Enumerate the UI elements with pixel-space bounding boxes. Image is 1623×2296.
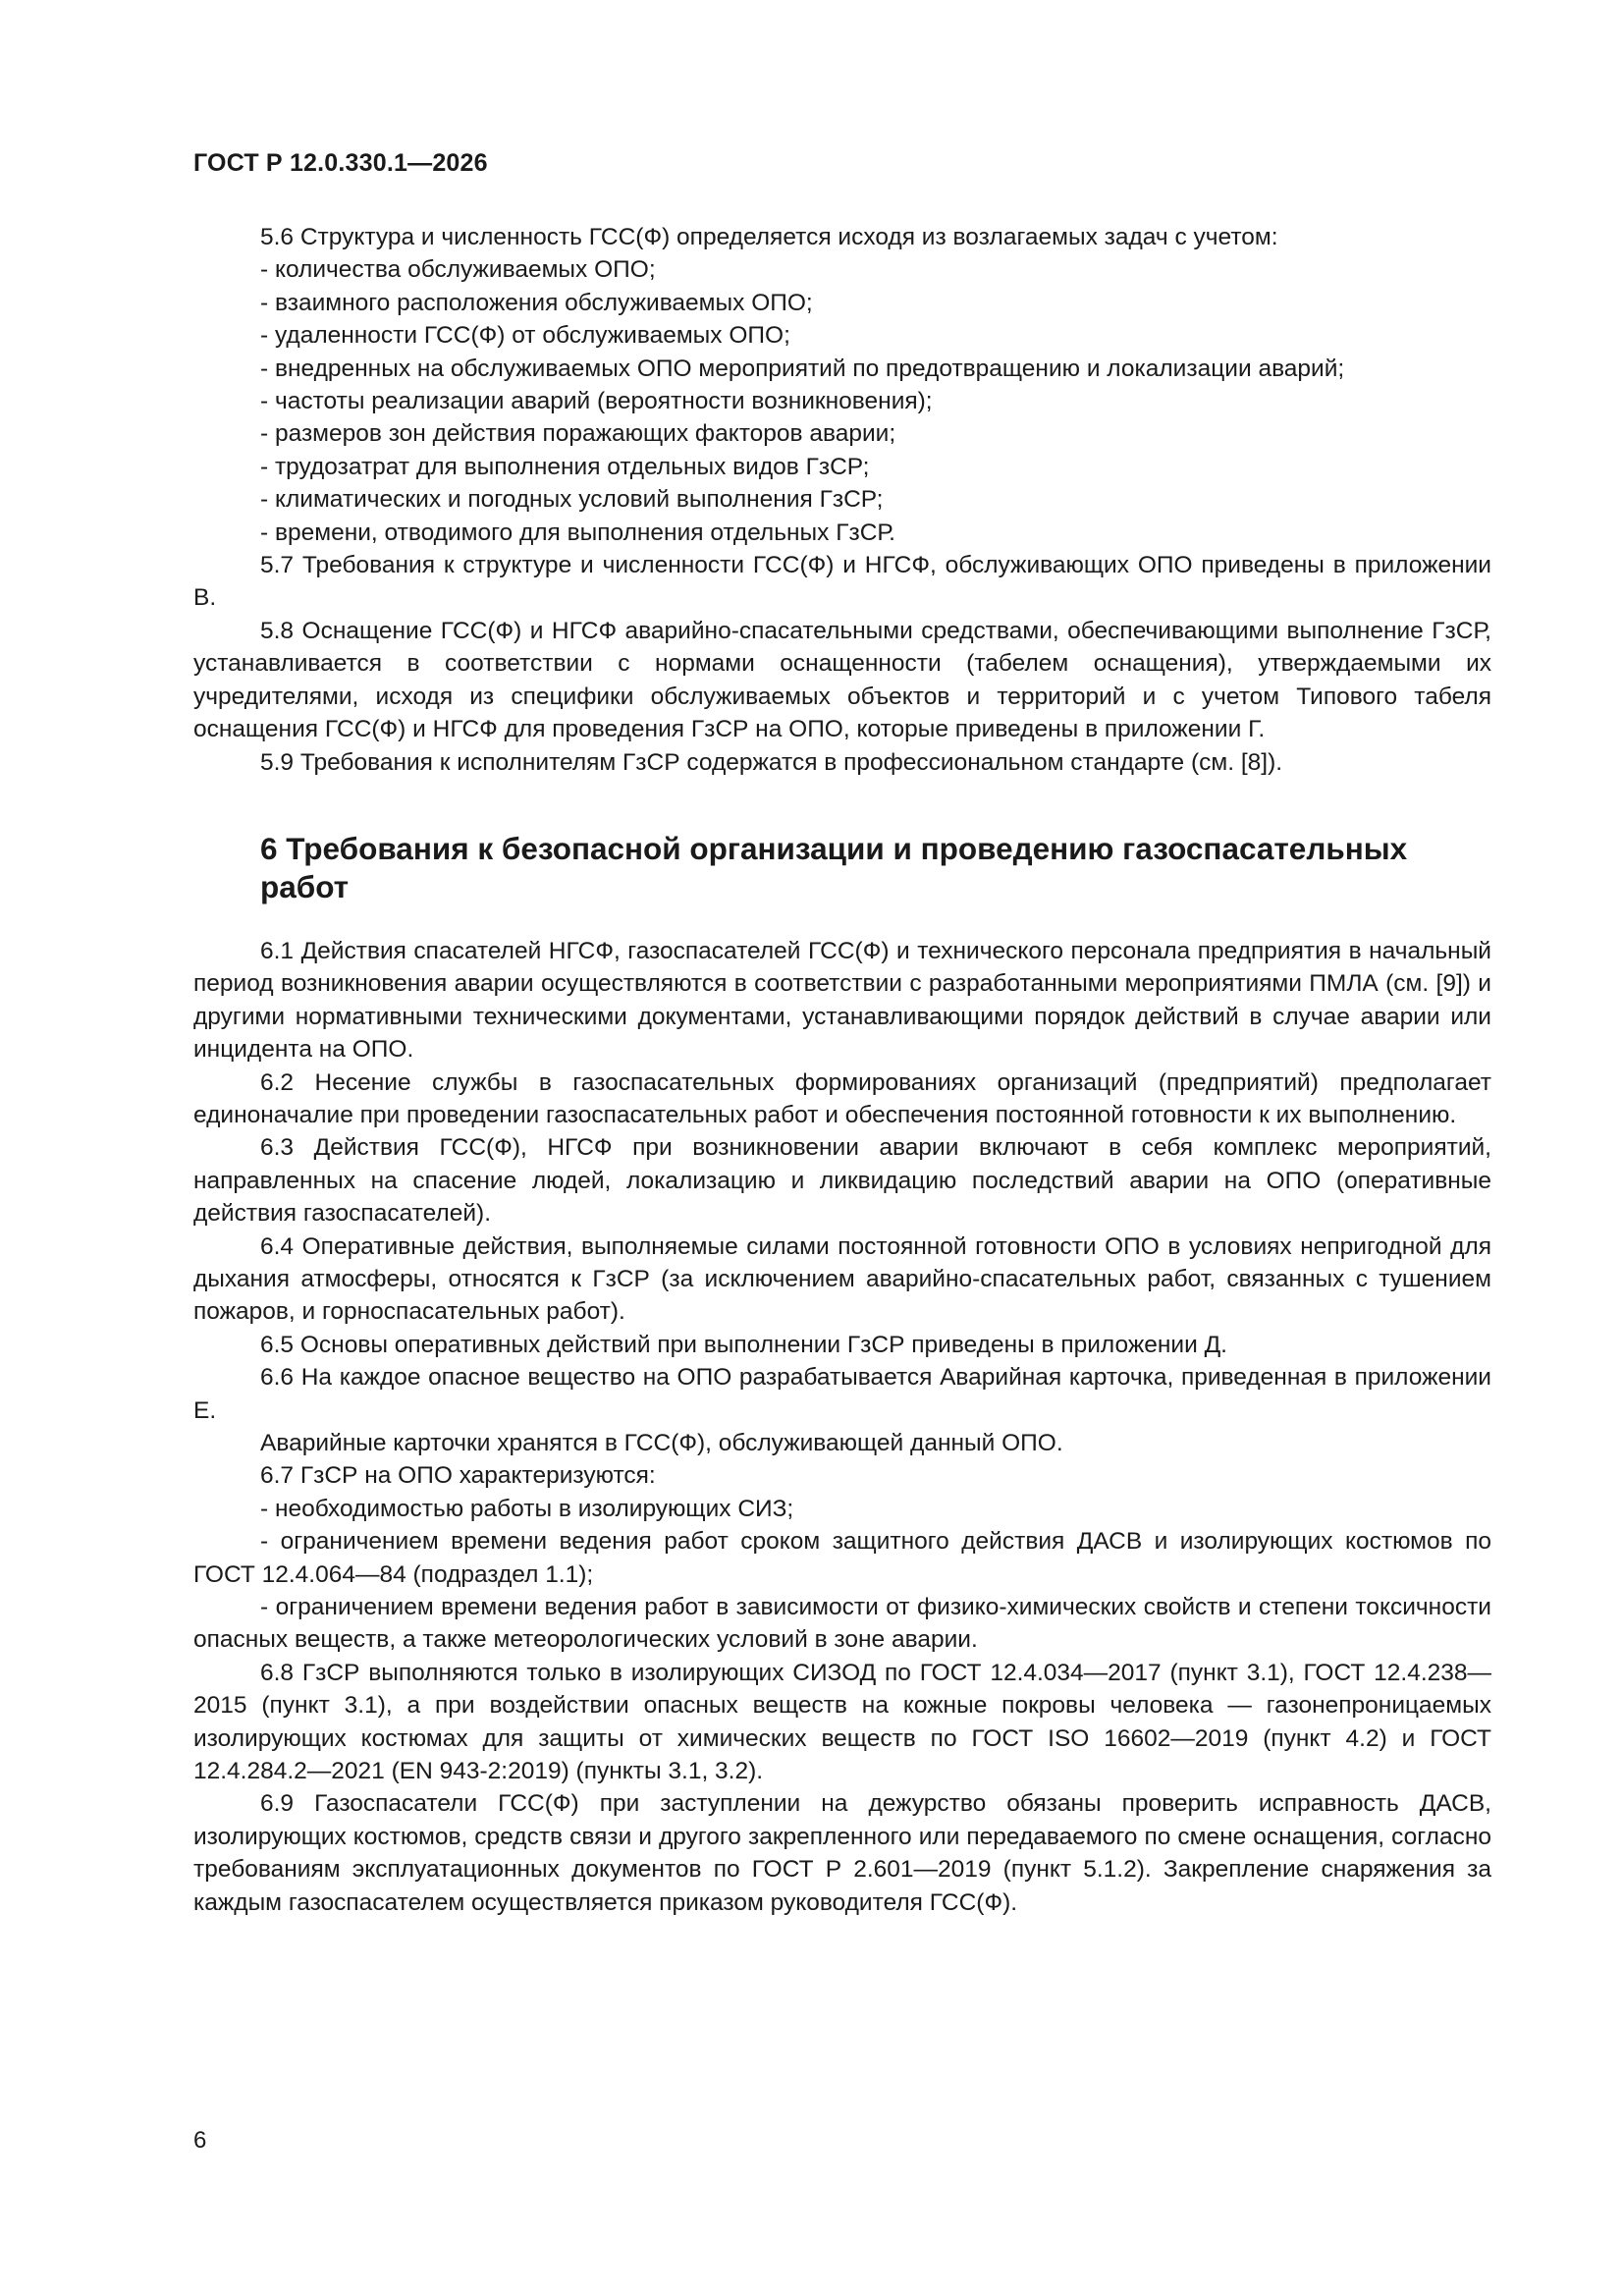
paragraph-5-7: 5.7 Требования к структуре и численности ГСС(Ф) и НГСФ, обслуживающих ОПО приведены в приложении В. bbox=[193, 552, 1491, 612]
list-item: - количества обслуживаемых ОПО; bbox=[260, 256, 656, 284]
list-item: - размеров зон действия поражающих факторов аварии; bbox=[260, 420, 896, 448]
paragraph-6-1: 6.1 Действия спасателей НГСФ, газоспасателей ГСС(Ф) и технического персонала предприятия в начальный период возникновения аварии осуществляются в соответствии с разработанными мероприятиями ПМЛА (см. [9]) и другими нормативными техническими документами, устанавливающими порядок действий в случае аварии или инцидента на ОПО. bbox=[193, 937, 1491, 1064]
paragraph-6-8: 6.8 ГзСР выполняются только в изолирующих СИЗОД по ГОСТ 12.4.034—2017 (пункт 3.1), ГОСТ 12.4.238—2015 (пункт 3.1), а при воздействии опасных веществ на кожные покровы человека — газонепроницаемых изолирующих костюмах для защиты от химических веществ по ГОСТ ISO 16602—2019 (пункт 4.2) и ГОСТ 12.4.284.2—2021 (EN 943-2:2019) (пункты 3.1, 3.2). bbox=[193, 1659, 1491, 1785]
paragraph-6-9: 6.9 Газоспасатели ГСС(Ф) при заступлении на дежурство обязаны проверить исправность ДАСВ, изолирующих костюмов, средств связи и другого закрепленного или передаваемого по смене оснащения, согласно требованиям эксплуатационных документов по ГОСТ Р 2.601—2019 (пункт 5.1.2). Закрепление снаряжения за каждым газоспасателем осуществляется приказом руководителя ГСС(Ф). bbox=[193, 1790, 1491, 1916]
paragraph-6-6: 6.6 На каждое опасное вещество на ОПО разрабатывается Аварийная карточка, приведенная в приложении Е. bbox=[193, 1364, 1491, 1424]
list-item: - взаимного расположения обслуживаемых ОПО; bbox=[260, 289, 813, 316]
list-item: - ограничением времени ведения работ сроком защитного действия ДАСВ и изолирующих костюмов по ГОСТ 12.4.064—84 (подраздел 1.1); bbox=[193, 1528, 1491, 1588]
list-5-6 bbox=[193, 253, 1491, 549]
paragraph-6-4: 6.4 Оперативные действия, выполняемые силами постоянной готовности ОПО в условиях непригодной для дыхания атмосферы, относятся к ГзСР (за исключением аварийно-спасательных работ, связанных с тушением пожаров, и горноспасательных работ). bbox=[193, 1232, 1491, 1326]
paragraph-6-7: 6.7 ГзСР на ОПО характеризуются: bbox=[260, 1462, 656, 1490]
document-body bbox=[193, 221, 1491, 1919]
paragraph-6-5: 6.5 Основы оперативных действий при выполнении ГзСР приведены в приложении Д. bbox=[260, 1331, 1227, 1358]
paragraph-5-6: 5.6 Структура и численность ГСС(Ф) определяется исходя из возлагаемых задач с учетом: bbox=[260, 224, 1278, 250]
list-item: - времени, отводимого для выполнения отдельных ГзСР. bbox=[260, 519, 895, 546]
list-item: - климатических и погодных условий выполнения ГзСР; bbox=[260, 486, 884, 514]
paragraph-6-3: 6.3 Действия ГСС(Ф), НГСФ при возникновении аварии включают в себя комплекс мероприятий, направленных на спасение людей, локализацию и ликвидацию последствий аварии на ОПО (оперативные действия газоспасателей). bbox=[193, 1134, 1491, 1228]
paragraph-5-9: 5.9 Требования к исполнителям ГзСР содержатся в профессиональном стандарте (см. [8]). bbox=[260, 748, 1283, 776]
list-item: - частоты реализации аварий (вероятности возникновения); bbox=[260, 388, 933, 415]
list-item: - ограничением времени ведения работ в зависимости от физико-химических свойств и степени токсичности опасных веществ, а также метеорологических условий в зоне аварии. bbox=[193, 1594, 1491, 1654]
list-item: - внедренных на обслуживаемых ОПО мероприятий по предотвращению и локализации аварий; bbox=[260, 355, 1345, 382]
document-code-header: ГОСТ Р 12.0.330.1—2026 bbox=[193, 149, 488, 177]
page-number: 6 bbox=[193, 2127, 207, 2154]
list-item: - необходимостью работы в изолирующих СИЗ; bbox=[260, 1495, 794, 1522]
paragraph-6-6-note: Аварийные карточки хранятся в ГСС(Ф), обслуживающей данный ОПО. bbox=[260, 1430, 1063, 1456]
section-6-heading: 6 Требования к безопасной организации и проведению газоспасательных работ bbox=[260, 830, 1408, 904]
list-6-7 bbox=[193, 1493, 1491, 1657]
paragraph-5-8: 5.8 Оснащение ГСС(Ф) и НГСФ аварийно-спасательными средствами, обеспечивающими выполнение ГзСР, устанавливается в соответствии с нормами оснащенности (табелем оснащения), утверждаемыми их учредителями, исходя из специфики обслуживаемых объектов и территорий и с учетом Типового табеля оснащения ГСС(Ф) и НГСФ для проведения ГзСР на ОПО, которые приведены в приложении Г. bbox=[193, 617, 1491, 743]
list-item: - удаленности ГСС(Ф) от обслуживаемых ОПО; bbox=[260, 322, 790, 350]
paragraph-6-2: 6.2 Несение службы в газоспасательных формированиях организаций (предприятий) предполагает единоначалие при проведении газоспасательных работ и обеспечения постоянной готовности к их выполнению. bbox=[193, 1068, 1491, 1128]
list-item: - трудозатрат для выполнения отдельных видов ГзСР; bbox=[260, 453, 870, 480]
